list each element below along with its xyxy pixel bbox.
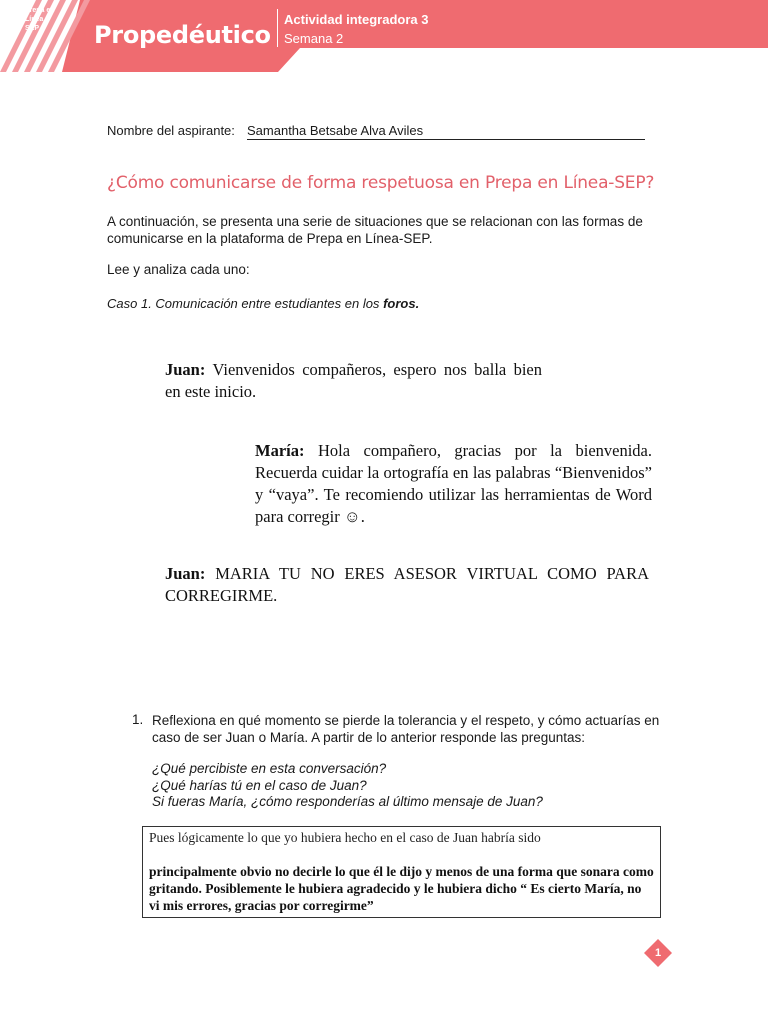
- answer-line-1: Pues lógicamente lo que yo hubiera hecho en el caso de Juan habría sido: [149, 830, 541, 845]
- answer-box[interactable]: [142, 826, 661, 918]
- question-item: Si fueras María, ¿cómo responderías al último mensaje de Juan?: [152, 794, 543, 809]
- activity-title: Actividad integradora 3: [284, 12, 429, 27]
- name-value: Samantha Betsabe Alva Aviles: [247, 123, 645, 140]
- section-title: ¿Cómo comunicarse de forma respetuosa en Prepa en Línea-SEP?: [107, 173, 655, 193]
- question-number: 1.: [132, 712, 144, 727]
- read-instruction: Lee y analiza cada uno:: [107, 262, 250, 277]
- question-text: Reflexiona en qué momento se pierde la tolerancia y el respeto, y cómo actuarías en caso de ser Juan o María. A partir de lo anterior responde las preguntas:: [152, 713, 660, 745]
- question-item: ¿Qué harías tú en el caso de Juan?: [152, 777, 367, 793]
- intro-paragraph: A continuación, se presenta una serie de situaciones que se relacionan con las formas de comunicarse en la plataforma de Prepa en Línea-SEP.: [107, 214, 643, 246]
- speaker-name: Juan:: [165, 564, 206, 583]
- name-label: Nombre del aspirante:: [107, 123, 235, 138]
- answer-line-2: principalmente obvio no decirle lo que él le dijo y menos de una forma que sonara como gritando. Posiblemente le hubiera agradecido y le hubiera dicho “ Es cierto María, no vi mis errores, gracias por corregirme”: [149, 864, 654, 913]
- speaker-name: María:: [255, 441, 305, 460]
- logo-text-line-2: Línea: [25, 16, 44, 23]
- logo-text-line-3: SEP: [25, 25, 40, 32]
- dialogue-text: MARIA TU NO ERES ASESOR VIRTUAL COMO PARA CORREGIRME.: [165, 564, 649, 605]
- question-item: ¿Qué percibiste en esta conversación?: [152, 761, 387, 776]
- page-number: 1: [654, 947, 662, 959]
- prepa-en-linea-logo: [0, 0, 55, 36]
- header-divider: [277, 9, 278, 47]
- week-label: Semana 2: [284, 31, 344, 46]
- question-list: [152, 761, 543, 811]
- dialogue-text: Hola compañero, gracias por la bienvenida. Recuerda cuidar la ortografía en las palabras “Bienvenidos” y “vaya”. Te recomiendo utilizar las herramientas de Word para corregir ☺.: [255, 441, 652, 526]
- dialogue-maria: [255, 440, 652, 528]
- dialogue-text: Vienvenidos compañeros, espero nos balla bien en este inicio.: [165, 360, 543, 401]
- dialogue-juan-1: [165, 359, 542, 403]
- case-label-text: Caso 1. Comunicación entre estudiantes en los: [107, 296, 380, 311]
- header-band: [0, 0, 768, 72]
- logo-text-line-1: Prepa en: [25, 7, 55, 14]
- dialogue-juan-2: [165, 563, 649, 605]
- brand-title: Propedéutico: [94, 21, 271, 49]
- speaker-name: Juan:: [165, 360, 206, 379]
- case-emphasis: foros.: [383, 296, 420, 311]
- case-label: [107, 296, 419, 311]
